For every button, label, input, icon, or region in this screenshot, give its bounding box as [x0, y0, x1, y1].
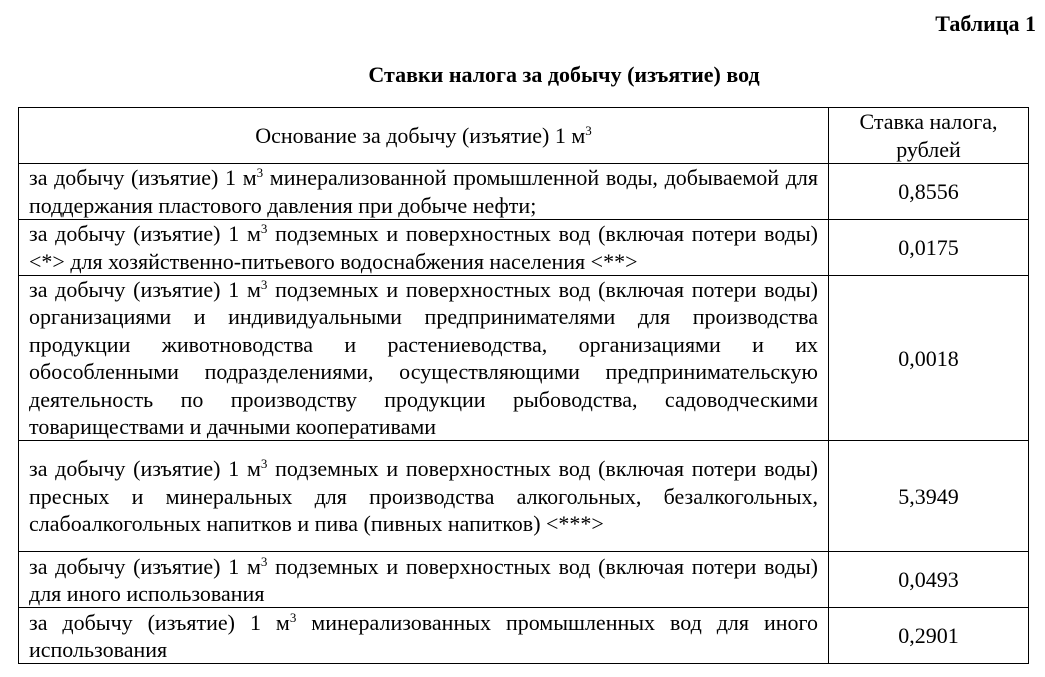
- tax-rates-table: [18, 107, 1029, 664]
- table-number: Таблица 1: [935, 11, 1036, 36]
- table-row: [19, 441, 1029, 552]
- row-basis-text: подземных и поверхностных вод (включая потери воды) пресных и минеральных для производства алкогольных, безалкогольных, слабоалкогольных напитков и пива (пивных напитков) <***>: [29, 456, 819, 537]
- table-row: [19, 608, 1029, 664]
- row-rate: 0,0175: [829, 220, 1029, 276]
- row-rate: 5,3949: [829, 441, 1029, 552]
- row-basis: [19, 220, 829, 276]
- table-row: [19, 552, 1029, 608]
- header-basis-sup: 3: [585, 122, 592, 138]
- row-basis-text: минерализованной промышленной воды, добываемой для поддержания пластового давления при добыче нефти;: [29, 165, 819, 218]
- table-row: [19, 276, 1029, 441]
- row-basis: [19, 552, 829, 608]
- row-rate: 0,2901: [829, 608, 1029, 664]
- row-basis-text: минерализованных промышленных вод для иного использования: [29, 609, 819, 662]
- row-basis-prefix: за добычу (изъятие) 1 м: [29, 221, 261, 247]
- row-basis: [19, 608, 829, 664]
- row-basis: [19, 441, 829, 552]
- row-basis-prefix: за добычу (изъятие) 1 м: [29, 609, 290, 635]
- table-row: [19, 220, 1029, 276]
- row-basis-sup: 3: [260, 456, 268, 472]
- table-row: [19, 164, 1029, 220]
- row-rate: 0,0018: [829, 276, 1029, 441]
- row-basis-sup: 3: [256, 165, 264, 181]
- table-title: Ставки налога за добычу (изъятие) вод: [368, 62, 760, 87]
- row-rate: 0,8556: [829, 164, 1029, 220]
- row-basis: [19, 276, 829, 441]
- table-header-row: [19, 108, 1029, 164]
- row-basis-sup: 3: [289, 609, 297, 625]
- header-rate: [829, 108, 1029, 164]
- header-rate-line1: Ставка налога,: [859, 109, 998, 135]
- row-basis-prefix: за добычу (изъятие) 1 м: [29, 165, 257, 191]
- row-rate: 0,0493: [829, 552, 1029, 608]
- row-basis: [19, 164, 829, 220]
- header-basis: [19, 108, 829, 164]
- row-basis-sup: 3: [260, 221, 268, 237]
- header-rate-line2: рублей: [896, 136, 961, 162]
- row-basis-text: подземных и поверхностных вод (включая потери воды) <*> для хозяйственно-питьевого водоснабжения населения <**>: [29, 221, 819, 274]
- row-basis-sup: 3: [260, 553, 268, 569]
- row-basis-prefix: за добычу (изъятие) 1 м: [29, 553, 261, 579]
- row-basis-text: подземных и поверхностных вод (включая потери воды) для иного использования: [29, 553, 819, 606]
- header-basis-label: Основание за добычу (изъятие) 1 м: [255, 122, 586, 148]
- row-basis-prefix: за добычу (изъятие) 1 м: [29, 277, 261, 302]
- row-basis-text: подземных и поверхностных вод (включая потери воды) организациями и индивидуальными предпринимателями для производства продукции животноводства и растениеводства, организациями и их обособленными подразделениями, осуществляющими предпринимательскую деятельность по производству продукции рыбоводства, садоводческими товариществами и дачными кооперативами: [29, 277, 819, 440]
- row-basis-prefix: за добычу (изъятие) 1 м: [29, 456, 261, 482]
- row-basis-sup: 3: [260, 277, 268, 292]
